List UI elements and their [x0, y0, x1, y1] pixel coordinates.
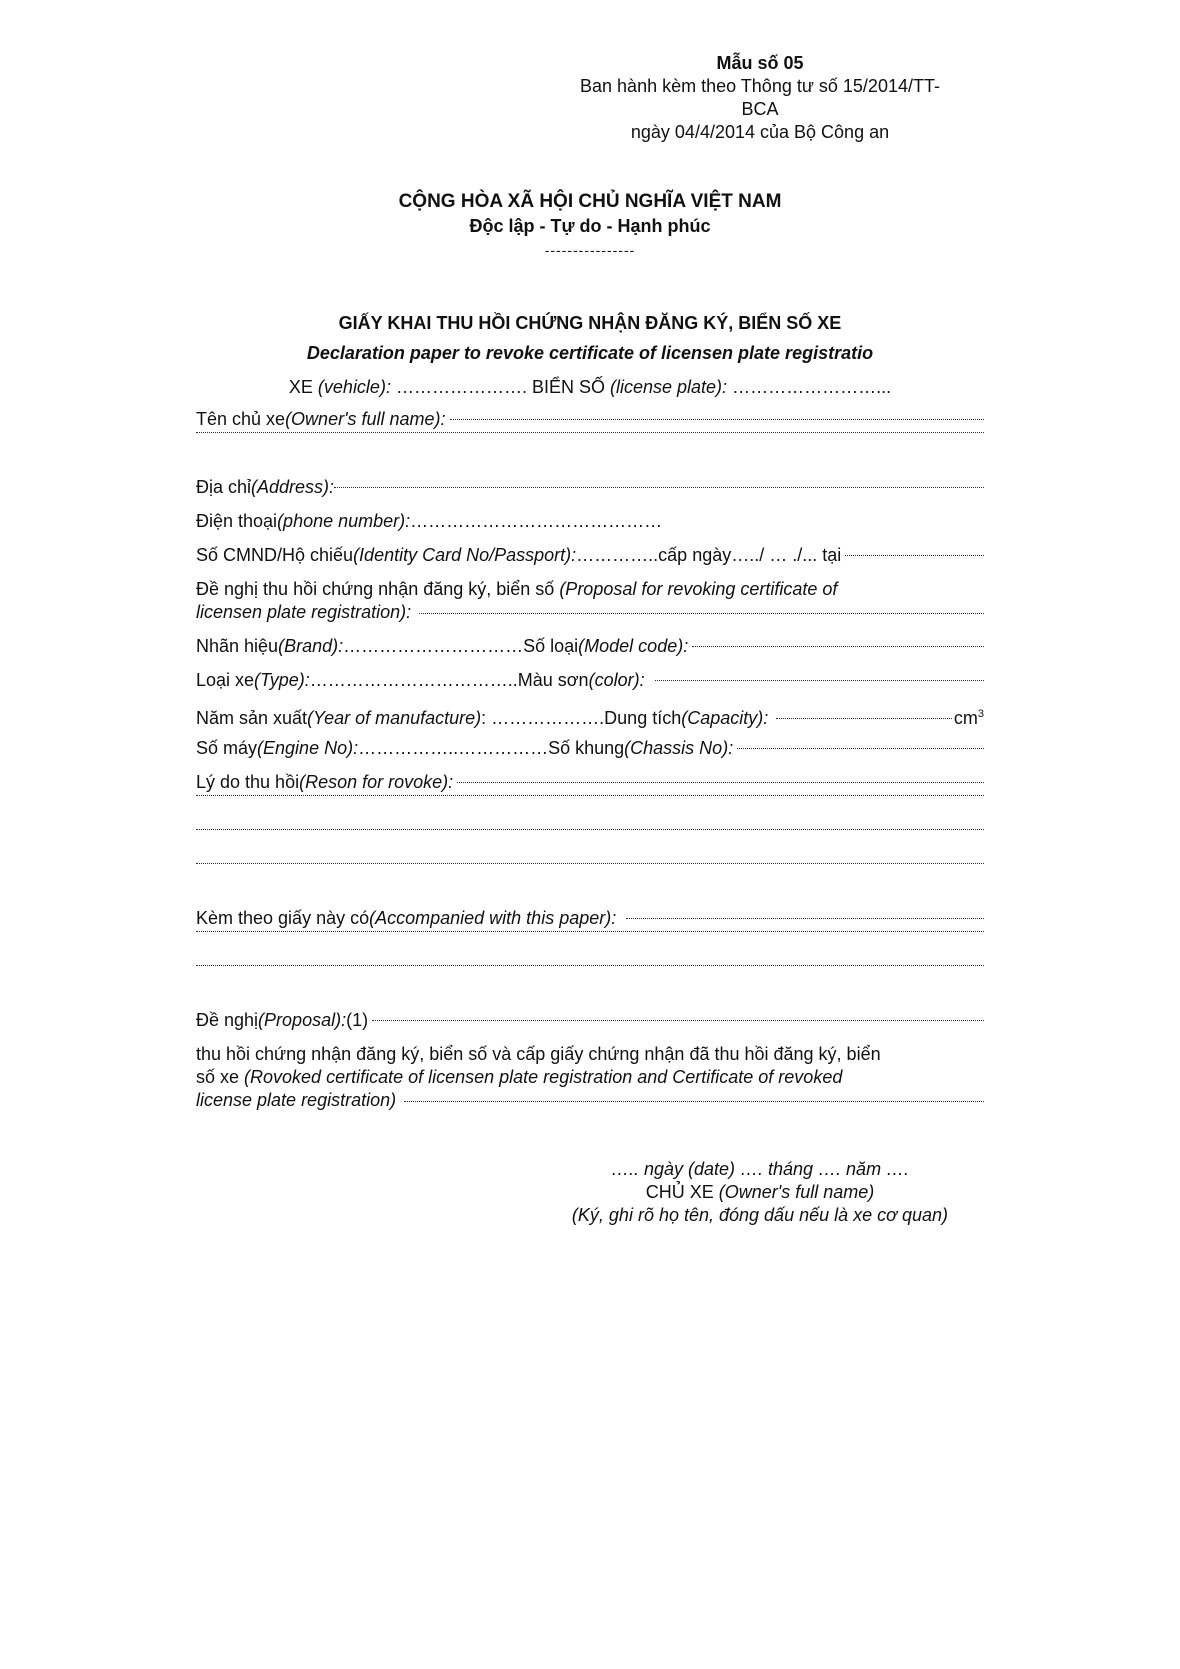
issued-line-2: BCA	[741, 99, 779, 119]
model-field[interactable]	[692, 645, 984, 647]
capacity-field[interactable]	[776, 717, 952, 719]
plate-label-en: (license plate):	[610, 377, 728, 397]
request-number: (1)	[346, 1010, 369, 1030]
id-label: Số CMND/Hộ chiếu	[196, 545, 354, 565]
address-row	[196, 470, 984, 504]
id-field[interactable]: …………..	[576, 545, 659, 565]
reason-field-3[interactable]	[196, 828, 984, 830]
request-label: Đề nghị	[196, 1010, 259, 1030]
chassis-label: Số khung	[548, 738, 625, 758]
issued-line-1: Ban hành kèm theo Thông tư số 15/2014/TT-	[580, 76, 940, 96]
address-label: Địa chỉ	[196, 477, 252, 497]
attachment-field-3[interactable]	[196, 964, 984, 966]
request-text-2b: (Rovoked certificate of licensen plate registration and Certificate of revoked	[244, 1067, 843, 1087]
chassis-label-en: (Chassis No):	[624, 738, 734, 758]
brand-row	[196, 629, 984, 663]
owner-name-field-2[interactable]	[196, 431, 984, 433]
address-field[interactable]	[334, 486, 984, 488]
brand-label: Nhãn hiệu	[196, 636, 279, 656]
reason-label-en: (Reson for rovoke):	[299, 772, 454, 792]
attachment-row-3	[196, 969, 984, 1003]
request-text-1: thu hồi chứng nhận đăng ký, biển số và cấp giấy chứng nhận đã thu hồi đăng ký, biển	[196, 1044, 881, 1064]
attachment-label-en: (Accompanied with this paper):	[369, 908, 617, 928]
year-label: Năm sản xuất	[196, 708, 308, 728]
vehicle-dots: ………………….	[390, 377, 532, 397]
id-label-en: (Identity Card No/Passport):	[353, 545, 577, 565]
proposal-label-en-1: (Proposal for revoking certificate of	[559, 579, 838, 599]
engine-label-en: (Engine No):	[257, 738, 359, 758]
capacity-label: Dung tích	[604, 708, 682, 728]
vehicle-label: XE	[288, 377, 318, 397]
form-header	[540, 52, 980, 144]
form-number: Mẫu số 05	[716, 53, 804, 73]
owner-name-field[interactable]	[450, 418, 984, 420]
color-field[interactable]	[655, 679, 984, 681]
phone-label-en: (phone number):	[277, 511, 411, 531]
reason-field[interactable]	[457, 781, 984, 783]
reason-field-2[interactable]	[196, 794, 984, 796]
owner-label: Tên chủ xe	[196, 409, 286, 429]
model-label: Số loại	[523, 636, 579, 656]
sign-date-line: ….. ngày (date) …. tháng …. năm ….	[610, 1159, 910, 1179]
request-text-block	[196, 1037, 984, 1117]
sign-note: (Ký, ghi rõ họ tên, đóng dấu nếu là xe cơ quan)	[571, 1205, 949, 1225]
engine-field[interactable]: ……………..……………	[358, 738, 549, 758]
proposal-label-en-2: licensen plate registration):	[196, 602, 412, 622]
request-row	[196, 1003, 984, 1037]
brand-field[interactable]: …………………………	[343, 636, 524, 656]
color-label: Màu sơn	[517, 670, 589, 690]
document-subtitle: Declaration paper to revoke certificate of licensen plate registratio	[306, 343, 874, 363]
attachment-field-2[interactable]	[196, 930, 984, 932]
document-title: GIẤY KHAI THU HỒI CHỨNG NHẬN ĐĂNG KÝ, BIỂN SỐ XE	[338, 313, 842, 333]
request-text-2a: số xe	[196, 1067, 245, 1087]
issued-date-label: cấp ngày…../ … ./... tại	[658, 545, 842, 565]
id-row	[196, 538, 984, 572]
attachment-field[interactable]	[626, 917, 984, 919]
reason-field-4[interactable]	[196, 862, 984, 864]
brand-label-en: (Brand):	[278, 636, 344, 656]
issued-place-field[interactable]	[845, 554, 984, 556]
year-field[interactable]: : ……………….	[481, 708, 605, 728]
chassis-field[interactable]	[737, 747, 984, 749]
model-label-en: (Model code):	[578, 636, 689, 656]
declaration-form	[196, 402, 984, 1117]
request-text-field[interactable]	[404, 1100, 984, 1102]
nation-motto: Độc lập - Tự do - Hạnh phúc	[469, 216, 711, 236]
reason-row-4	[196, 867, 984, 901]
vehicle-label-en: (vehicle):	[317, 377, 391, 397]
vehicle-plate-line	[195, 370, 985, 404]
national-heading	[330, 190, 850, 262]
type-row	[196, 663, 984, 697]
type-field[interactable]: ……………………………..	[309, 670, 518, 690]
owner-label-en: (Owner's full name):	[285, 409, 446, 429]
request-field[interactable]	[372, 1019, 984, 1021]
plate-dots: ……………………...	[727, 377, 892, 397]
phone-label: Điện thoại	[196, 511, 278, 531]
type-label: Loại xe	[196, 670, 255, 690]
signature-block	[540, 1158, 980, 1227]
address-label-en: (Address):	[251, 477, 335, 497]
plate-label: BIỂN SỐ	[531, 377, 610, 397]
proposal-field[interactable]	[419, 612, 984, 614]
capacity-unit: $cm^3$	[953, 708, 984, 728]
capacity-label-en: (Capacity):	[681, 708, 769, 728]
owner-name-row-2	[196, 436, 984, 470]
sign-owner-line: CHỦ XE (Owner's full name)	[645, 1182, 875, 1202]
attachment-label: Kèm theo giấy này có	[196, 908, 370, 928]
nation-divider: ----------------	[544, 242, 636, 258]
proposal-label: Đề nghị thu hồi chứng nhận đăng ký, biển số	[196, 579, 560, 599]
color-label-en: (color):	[588, 670, 645, 690]
phone-field[interactable]: ……………………………………	[410, 511, 663, 531]
proposal-row	[196, 572, 984, 629]
reason-label: Lý do thu hồi	[196, 772, 300, 792]
request-label-en: (Proposal):	[258, 1010, 347, 1030]
year-row	[196, 697, 984, 731]
engine-row	[196, 731, 984, 765]
request-text-3: license plate registration)	[196, 1090, 397, 1110]
engine-label: Số máy	[196, 738, 258, 758]
phone-row	[196, 504, 984, 538]
type-label-en: (Type):	[254, 670, 310, 690]
nation-name: CỘNG HÒA XÃ HỘI CHỦ NGHĨA VIỆT NAM	[398, 191, 782, 212]
year-label-en: (Year of manufacture)	[307, 708, 482, 728]
issued-line-3: ngày 04/4/2014 của Bộ Công an	[630, 122, 890, 142]
